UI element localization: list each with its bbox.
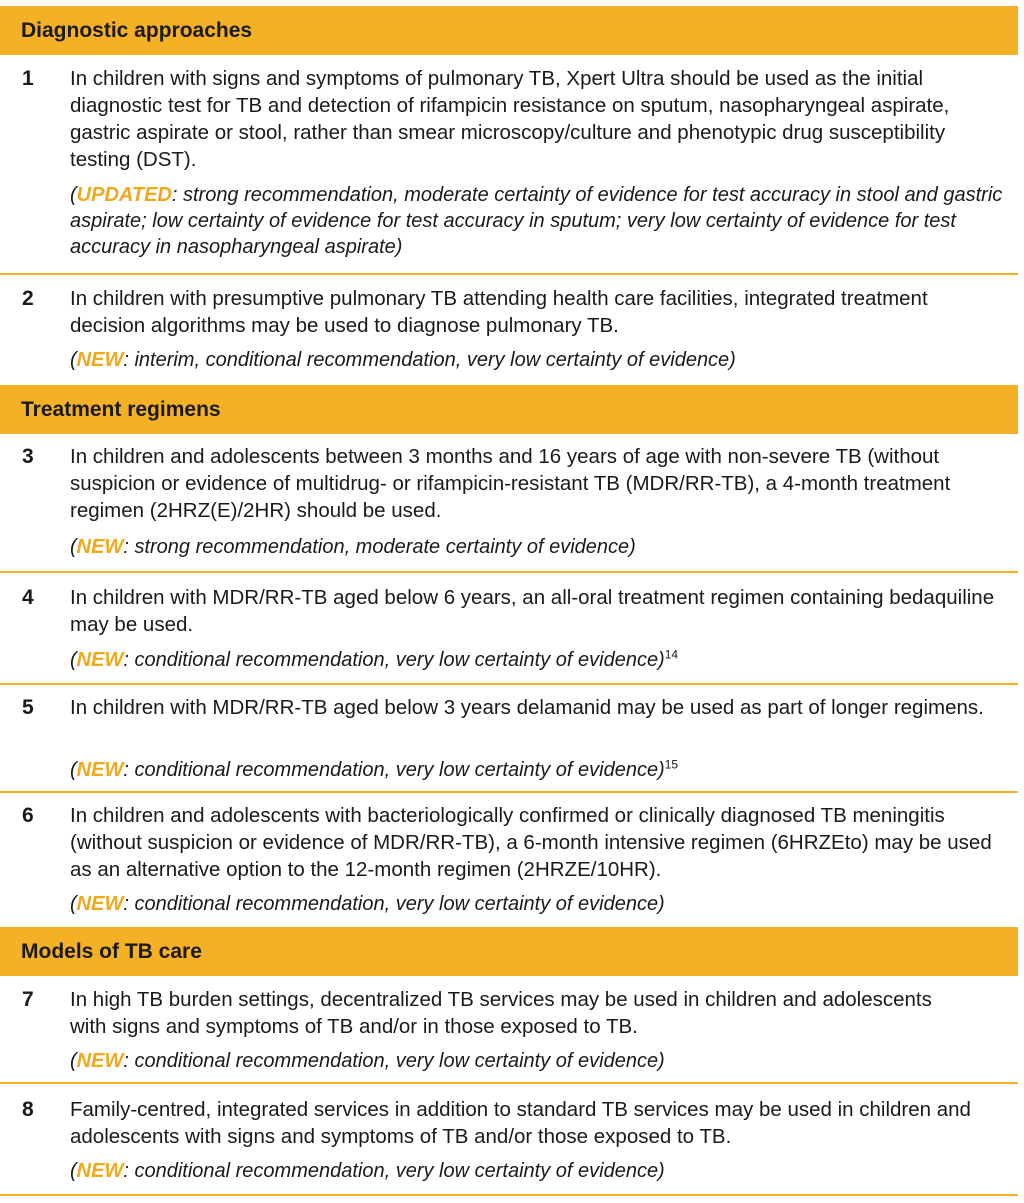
divider — [0, 1194, 1018, 1196]
section-header-diagnostic-approaches — [0, 6, 1018, 55]
recommendation-text: In children and adolescents with bacteriologically confirmed or clinically diagnosed TB meningitis (without suspicion or evidence of MDR/RR-TB), a 6-month intensive regimen (6HRZEto) may be used as an alternative option to the 12-month regimen (2HRZE/10HR). — [70, 804, 992, 881]
note-body: : conditional recommendation, very low certainty of evidence) — [123, 759, 665, 781]
note-body: : conditional recommendation, very low certainty of evidence) — [123, 1160, 665, 1182]
note-body: : conditional recommendation, very low certainty of evidence) — [123, 1050, 665, 1072]
note-body: : conditional recommendation, very low certainty of evidence) — [123, 893, 665, 915]
recommendation-number: 2 — [22, 287, 34, 310]
recommendation-note: (UPDATED: strong recommendation, moderate certainty of evidence for test accuracy in stool and gastric aspirate; low certainty of evidence for test accuracy in sputum; very low certainty of evidence for test accuracy in nasopharyngeal aspirate) — [70, 184, 1003, 258]
new-tag: NEW — [76, 536, 124, 558]
divider — [0, 273, 1018, 275]
recommendation-text: In children with MDR/RR-TB aged below 6 years, an all-oral treatment regimen containing bedaquiline may be used. — [70, 586, 995, 636]
section-title: Models of TB care — [21, 940, 202, 963]
new-tag: NEW — [76, 893, 124, 915]
section-header-treatment-regimens — [0, 385, 1018, 434]
note-body: : strong recommendation, moderate certainty of evidence) — [123, 536, 636, 558]
new-tag: NEW — [76, 1050, 124, 1072]
recommendation-note: (NEW: interim, conditional recommendation, very low certainty of evidence) — [70, 349, 736, 371]
recommendation-note: (NEW: conditional recommendation, very low certainty of evidence) — [70, 1160, 665, 1182]
recommendation-text: In high TB burden settings, decentralized TB services may be used in children and adolescents with signs and symptoms of TB and/or in those exposed to TB. — [70, 988, 932, 1038]
recommendation-text: Family-centred, integrated services in addition to standard TB services may be used in children and adolescents with signs and symptoms of TB and/or those exposed to TB. — [70, 1098, 971, 1148]
recommendation-text: In children with presumptive pulmonary TB attending health care facilities, integrated treatment decision algorithms may be used to diagnose pulmonary TB. — [70, 287, 928, 337]
footnote-marker: 14 — [664, 647, 679, 662]
recommendation-text: In children with signs and symptoms of pulmonary TB, Xpert Ultra should be used as the initial diagnostic test for TB and detection of rifampicin resistance on sputum, nasopharyngeal aspirate, gastric aspirate or stool, rather than smear microscopy/culture and phenotypic drug susceptibility testing (DST). — [70, 67, 950, 171]
new-tag: NEW — [76, 759, 124, 781]
section-title: Treatment regimens — [21, 398, 221, 421]
recommendation-number: 1 — [22, 67, 34, 90]
recommendation-note: (NEW: conditional recommendation, very low certainty of evidence)$^{15}$ — [70, 757, 679, 781]
section-header-models-of-tb-care — [0, 927, 1018, 976]
section-title: Diagnostic approaches — [21, 19, 253, 42]
recommendation-note: (NEW: strong recommendation, moderate certainty of evidence) — [70, 536, 636, 558]
note-body: : conditional recommendation, very low certainty of evidence) — [123, 649, 665, 671]
recommendation-note: (NEW: conditional recommendation, very low certainty of evidence) — [70, 893, 665, 915]
note-body: : interim, conditional recommendation, very low certainty of evidence) — [123, 349, 736, 371]
recommendation-note: (NEW: conditional recommendation, very low certainty of evidence) — [70, 1050, 665, 1072]
note-body: : strong recommendation, moderate certainty of evidence for test accuracy in stool and gastric aspirate; low certainty of evidence for test accuracy in sputum; very low certainty of evidence for test accuracy in nasopharyngeal aspirate) — [70, 184, 1003, 258]
recommendation-note: (NEW: conditional recommendation, very low certainty of evidence)$^{14}$ — [70, 647, 679, 671]
footnote-marker: 15 — [664, 757, 679, 772]
recommendation-number: 7 — [22, 988, 34, 1011]
divider — [0, 683, 1018, 685]
recommendation-number: 4 — [22, 586, 34, 609]
recommendation-number: 8 — [22, 1098, 34, 1121]
new-tag: NEW — [76, 1160, 124, 1182]
recommendation-number: 5 — [22, 696, 34, 719]
new-tag: NEW — [76, 349, 124, 371]
updated-tag: UPDATED — [76, 184, 172, 206]
recommendation-number: 6 — [22, 804, 34, 827]
new-tag: NEW — [76, 649, 124, 671]
divider — [0, 791, 1018, 793]
recommendation-text: In children with MDR/RR-TB aged below 3 years delamanid may be used as part of longer regimens. — [70, 696, 984, 719]
recommendation-number: 3 — [22, 445, 34, 468]
divider — [0, 571, 1018, 573]
divider — [0, 1082, 1018, 1084]
recommendation-text: In children and adolescents between 3 months and 16 years of age with non-severe TB (without suspicion or evidence of multidrug- or rifampicin-resistant TB (MDR/RR-TB), a 4-month treatment regimen (2HRZ(E)/2HR) should be used. — [70, 445, 951, 522]
